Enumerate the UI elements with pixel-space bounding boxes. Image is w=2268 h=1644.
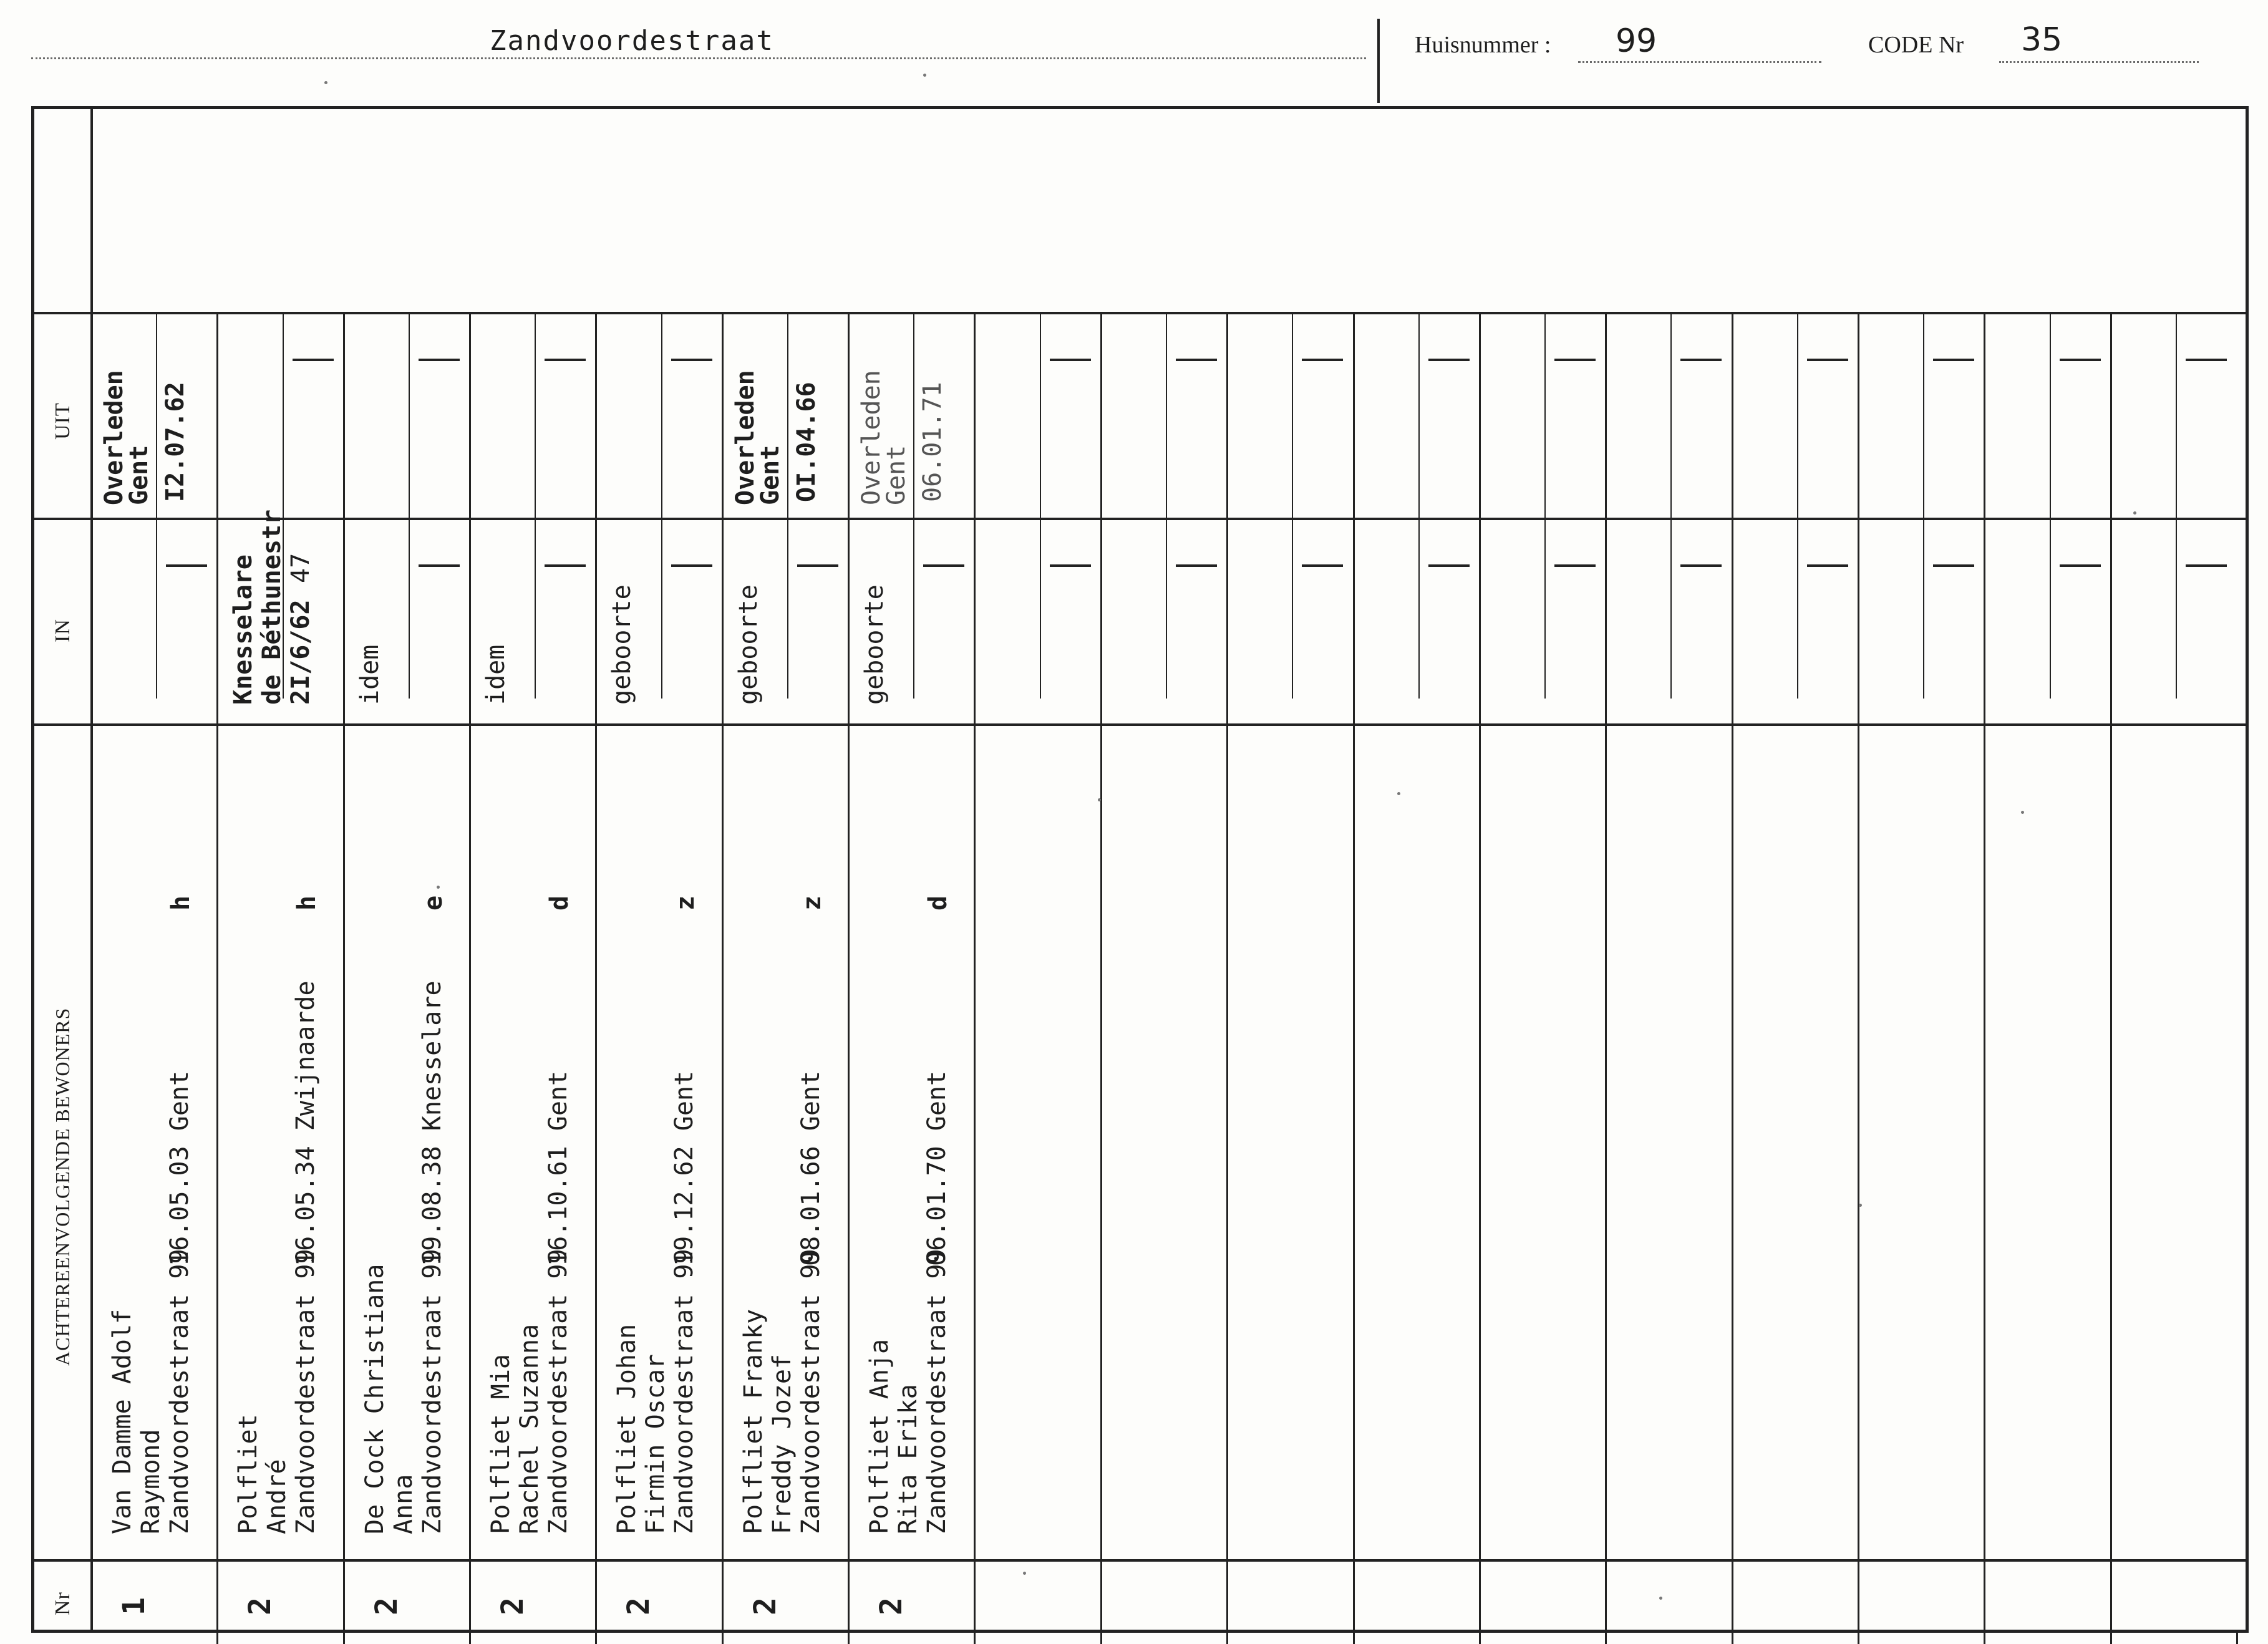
column-subrule — [787, 312, 788, 699]
resident-number: 2 — [748, 1597, 783, 1615]
uit-text: Overleden — [731, 370, 760, 505]
in-dash — [671, 564, 712, 567]
in-dash — [1176, 564, 1217, 567]
scan-speck — [324, 81, 327, 84]
bottom-tick — [469, 1633, 471, 1644]
uit-dash — [1302, 359, 1343, 361]
resident-name-line: Zandvoordestraat 99 — [291, 1249, 320, 1534]
uit-text: Gent — [882, 445, 911, 505]
in-dash — [1050, 564, 1091, 567]
uit-dash — [419, 359, 460, 361]
bottom-tick — [848, 1633, 850, 1644]
uit-dash — [1933, 359, 1974, 361]
in-dash — [797, 564, 838, 567]
label-column-rule — [90, 106, 93, 1633]
uit-dash — [2060, 359, 2101, 361]
column-subrule — [2050, 312, 2051, 699]
in-dash — [1302, 564, 1343, 567]
column-rule — [1479, 312, 1481, 1633]
uit-dash — [671, 359, 712, 361]
column-rule — [343, 312, 345, 1633]
resident-number: 2 — [621, 1597, 656, 1615]
in-text: 2I/6/62 — [286, 599, 315, 705]
scan-speck — [1098, 798, 1101, 801]
row-label-nr: Nr — [51, 1592, 74, 1615]
relation-code: h — [293, 895, 321, 911]
scan-speck — [2021, 811, 2024, 814]
in-dash — [1680, 564, 1722, 567]
scan-speck — [1659, 1597, 1662, 1600]
uit-dash — [545, 359, 586, 361]
column-rule — [1984, 312, 1985, 1633]
in-dash — [2186, 564, 2227, 567]
uit-dash — [2186, 359, 2227, 361]
column-subrule — [1040, 312, 1041, 699]
bottom-tick — [1353, 1633, 1355, 1644]
resident-number: 2 — [243, 1597, 278, 1615]
birth-date-place: 16.05.03 Gent — [165, 1070, 194, 1266]
column-rule — [1353, 312, 1355, 1633]
bottom-tick — [722, 1633, 724, 1644]
resident-name-line: Rita Erika — [894, 1384, 923, 1534]
uit-dash — [1680, 359, 1722, 361]
code-dotted-line — [1999, 60, 2199, 63]
resident-name-line: Firmin Oscar — [641, 1354, 670, 1534]
uit-text: Gent — [125, 445, 153, 505]
column-rule — [1858, 312, 1859, 1633]
relation-code: h — [167, 895, 195, 911]
birth-date-place: 16.10.61 Gent — [544, 1070, 573, 1266]
birth-date-place: 19.12.62 Gent — [670, 1070, 699, 1266]
in-text: geboorte — [608, 584, 636, 705]
resident-name-line: André — [263, 1459, 291, 1534]
uit-date: I2.07.62 — [161, 382, 190, 502]
column-subrule — [2176, 312, 2177, 699]
resident-number: 2 — [874, 1597, 909, 1615]
scan-speck — [1023, 1572, 1026, 1575]
in-dash — [1554, 564, 1596, 567]
column-rule — [1100, 312, 1102, 1633]
column-subrule — [1923, 312, 1924, 699]
house-number-label: Huisnummer : — [1415, 32, 1551, 58]
bottom-tick — [2110, 1633, 2112, 1644]
relation-code: e — [419, 895, 448, 911]
resident-name-line: Zandvoordestraat 99 — [797, 1249, 825, 1534]
in-text: idem — [356, 644, 384, 705]
column-subrule — [156, 312, 157, 699]
birth-date-place: 19.08.38 Knesselare — [418, 980, 447, 1266]
resident-name-line: Freddy Jozef — [768, 1354, 797, 1534]
column-subrule — [1418, 312, 1420, 699]
resident-name-line: Zandvoordestraat 99 — [544, 1249, 573, 1534]
column-rule — [722, 312, 724, 1633]
row-rule — [31, 1559, 2249, 1562]
in-number: 47 — [286, 553, 315, 583]
bottom-tick — [595, 1633, 597, 1644]
bottom-tick — [1732, 1633, 1733, 1644]
row-rule — [31, 723, 2249, 726]
uit-dash — [1050, 359, 1091, 361]
bottom-tick — [1226, 1633, 1228, 1644]
column-subrule — [661, 312, 662, 699]
column-subrule — [913, 312, 914, 699]
resident-name-line: Polfliet — [234, 1414, 263, 1534]
scan-speck — [923, 74, 926, 77]
column-rule — [974, 312, 976, 1633]
in-text: Knesselare — [229, 554, 258, 705]
row-label-uit: UIT — [51, 402, 74, 440]
in-text: idem — [482, 644, 510, 705]
in-dash — [1428, 564, 1470, 567]
column-rule — [2110, 312, 2112, 1633]
header-divider — [1377, 19, 1380, 103]
resident-name-line: Zandvoordestraat 99 — [670, 1249, 699, 1534]
scan-speck — [2133, 511, 2136, 515]
house-number-dotted-line — [1578, 60, 1821, 63]
column-subrule — [409, 312, 410, 699]
column-subrule — [535, 312, 536, 699]
resident-name-line: Van Damme Adolf — [108, 1308, 137, 1534]
relation-code: z — [798, 895, 826, 911]
uit-dash — [1176, 359, 1217, 361]
relation-code: z — [671, 895, 700, 911]
bottom-tick — [216, 1633, 218, 1644]
relation-code: d — [545, 895, 574, 911]
uit-text: Overleden — [100, 370, 128, 505]
uit-dash — [1807, 359, 1848, 361]
column-subrule — [1166, 312, 1167, 699]
resident-name-line: Zandvoordestraat 99 — [923, 1249, 951, 1534]
column-rule — [469, 312, 471, 1633]
street-name: Zandvoordestraat — [490, 25, 774, 57]
row-label-residents: ACHTEREENVOLGENDE BEWONERS — [51, 1007, 74, 1366]
column-subrule — [1670, 312, 1672, 699]
in-dash — [923, 564, 964, 567]
resident-name-line: Zandvoordestraat 99 — [418, 1249, 447, 1534]
column-rule — [1226, 312, 1228, 1633]
bottom-tick — [2236, 1633, 2238, 1644]
uit-text: Gent — [756, 445, 785, 505]
uit-text: Overleden — [857, 370, 886, 505]
bottom-tick — [1605, 1633, 1607, 1644]
in-dash — [166, 564, 207, 567]
resident-name-line: Anna — [389, 1474, 418, 1534]
resident-name-line: Polfliet Johan — [613, 1323, 641, 1534]
scan-speck — [1397, 792, 1400, 795]
code-label: CODE Nr — [1868, 32, 1964, 58]
house-number-value: 99 — [1616, 22, 1657, 60]
bottom-tick — [343, 1633, 345, 1644]
bottom-tick — [1479, 1633, 1481, 1644]
resident-name-line: Polfliet Anja — [865, 1338, 894, 1534]
column-subrule — [1292, 312, 1293, 699]
relation-code: d — [924, 895, 952, 911]
resident-name-line: Raymond — [137, 1429, 165, 1534]
bottom-tick — [1858, 1633, 1859, 1644]
uit-dash — [1428, 359, 1470, 361]
column-rule — [848, 312, 850, 1633]
bottom-tick — [1984, 1633, 1985, 1644]
resident-number: 1 — [117, 1597, 152, 1615]
uit-dash — [293, 359, 334, 361]
in-dash — [419, 564, 460, 567]
birth-date-place: 16.05.34 Zwijnaarde — [291, 980, 320, 1266]
row-rule — [90, 312, 2249, 314]
resident-number: 2 — [369, 1597, 404, 1615]
column-rule — [216, 312, 218, 1633]
column-rule — [1605, 312, 1607, 1633]
in-dash — [545, 564, 586, 567]
in-dash — [2060, 564, 2101, 567]
in-dash — [1933, 564, 1974, 567]
scan-speck — [437, 886, 440, 889]
column-rule — [595, 312, 597, 1633]
resident-name-line: Polfliet Mia — [487, 1354, 515, 1534]
birth-date-place: 06.01.70 Gent — [923, 1070, 951, 1266]
bottom-tick — [974, 1633, 976, 1644]
resident-name-line: De Cock Christiana — [361, 1264, 389, 1534]
uit-dash — [1554, 359, 1596, 361]
uit-date: 06.01.71 — [918, 382, 947, 502]
resident-name-line: Zandvoordestraat 99 — [165, 1249, 194, 1534]
column-subrule — [1797, 312, 1798, 699]
in-dash — [1807, 564, 1848, 567]
in-text: geboorte — [734, 584, 763, 705]
uit-date: OI.04.66 — [792, 382, 821, 502]
resident-name-line: Rachel Suzanna — [515, 1323, 544, 1534]
resident-name-line: Polfliet Franky — [739, 1308, 768, 1534]
column-rule — [1732, 312, 1733, 1633]
code-value: 35 — [2021, 21, 2063, 59]
resident-number: 2 — [495, 1597, 530, 1615]
bottom-tick — [1100, 1633, 1102, 1644]
scan-speck — [1859, 1204, 1862, 1207]
column-subrule — [1544, 312, 1546, 699]
in-text: geboorte — [860, 584, 889, 705]
row-rule — [31, 312, 90, 314]
row-label-in: IN — [51, 619, 74, 642]
in-text: de Béthunestr — [258, 509, 286, 705]
birth-date-place: 08.01.66 Gent — [797, 1070, 825, 1266]
row-rule — [31, 518, 2249, 520]
